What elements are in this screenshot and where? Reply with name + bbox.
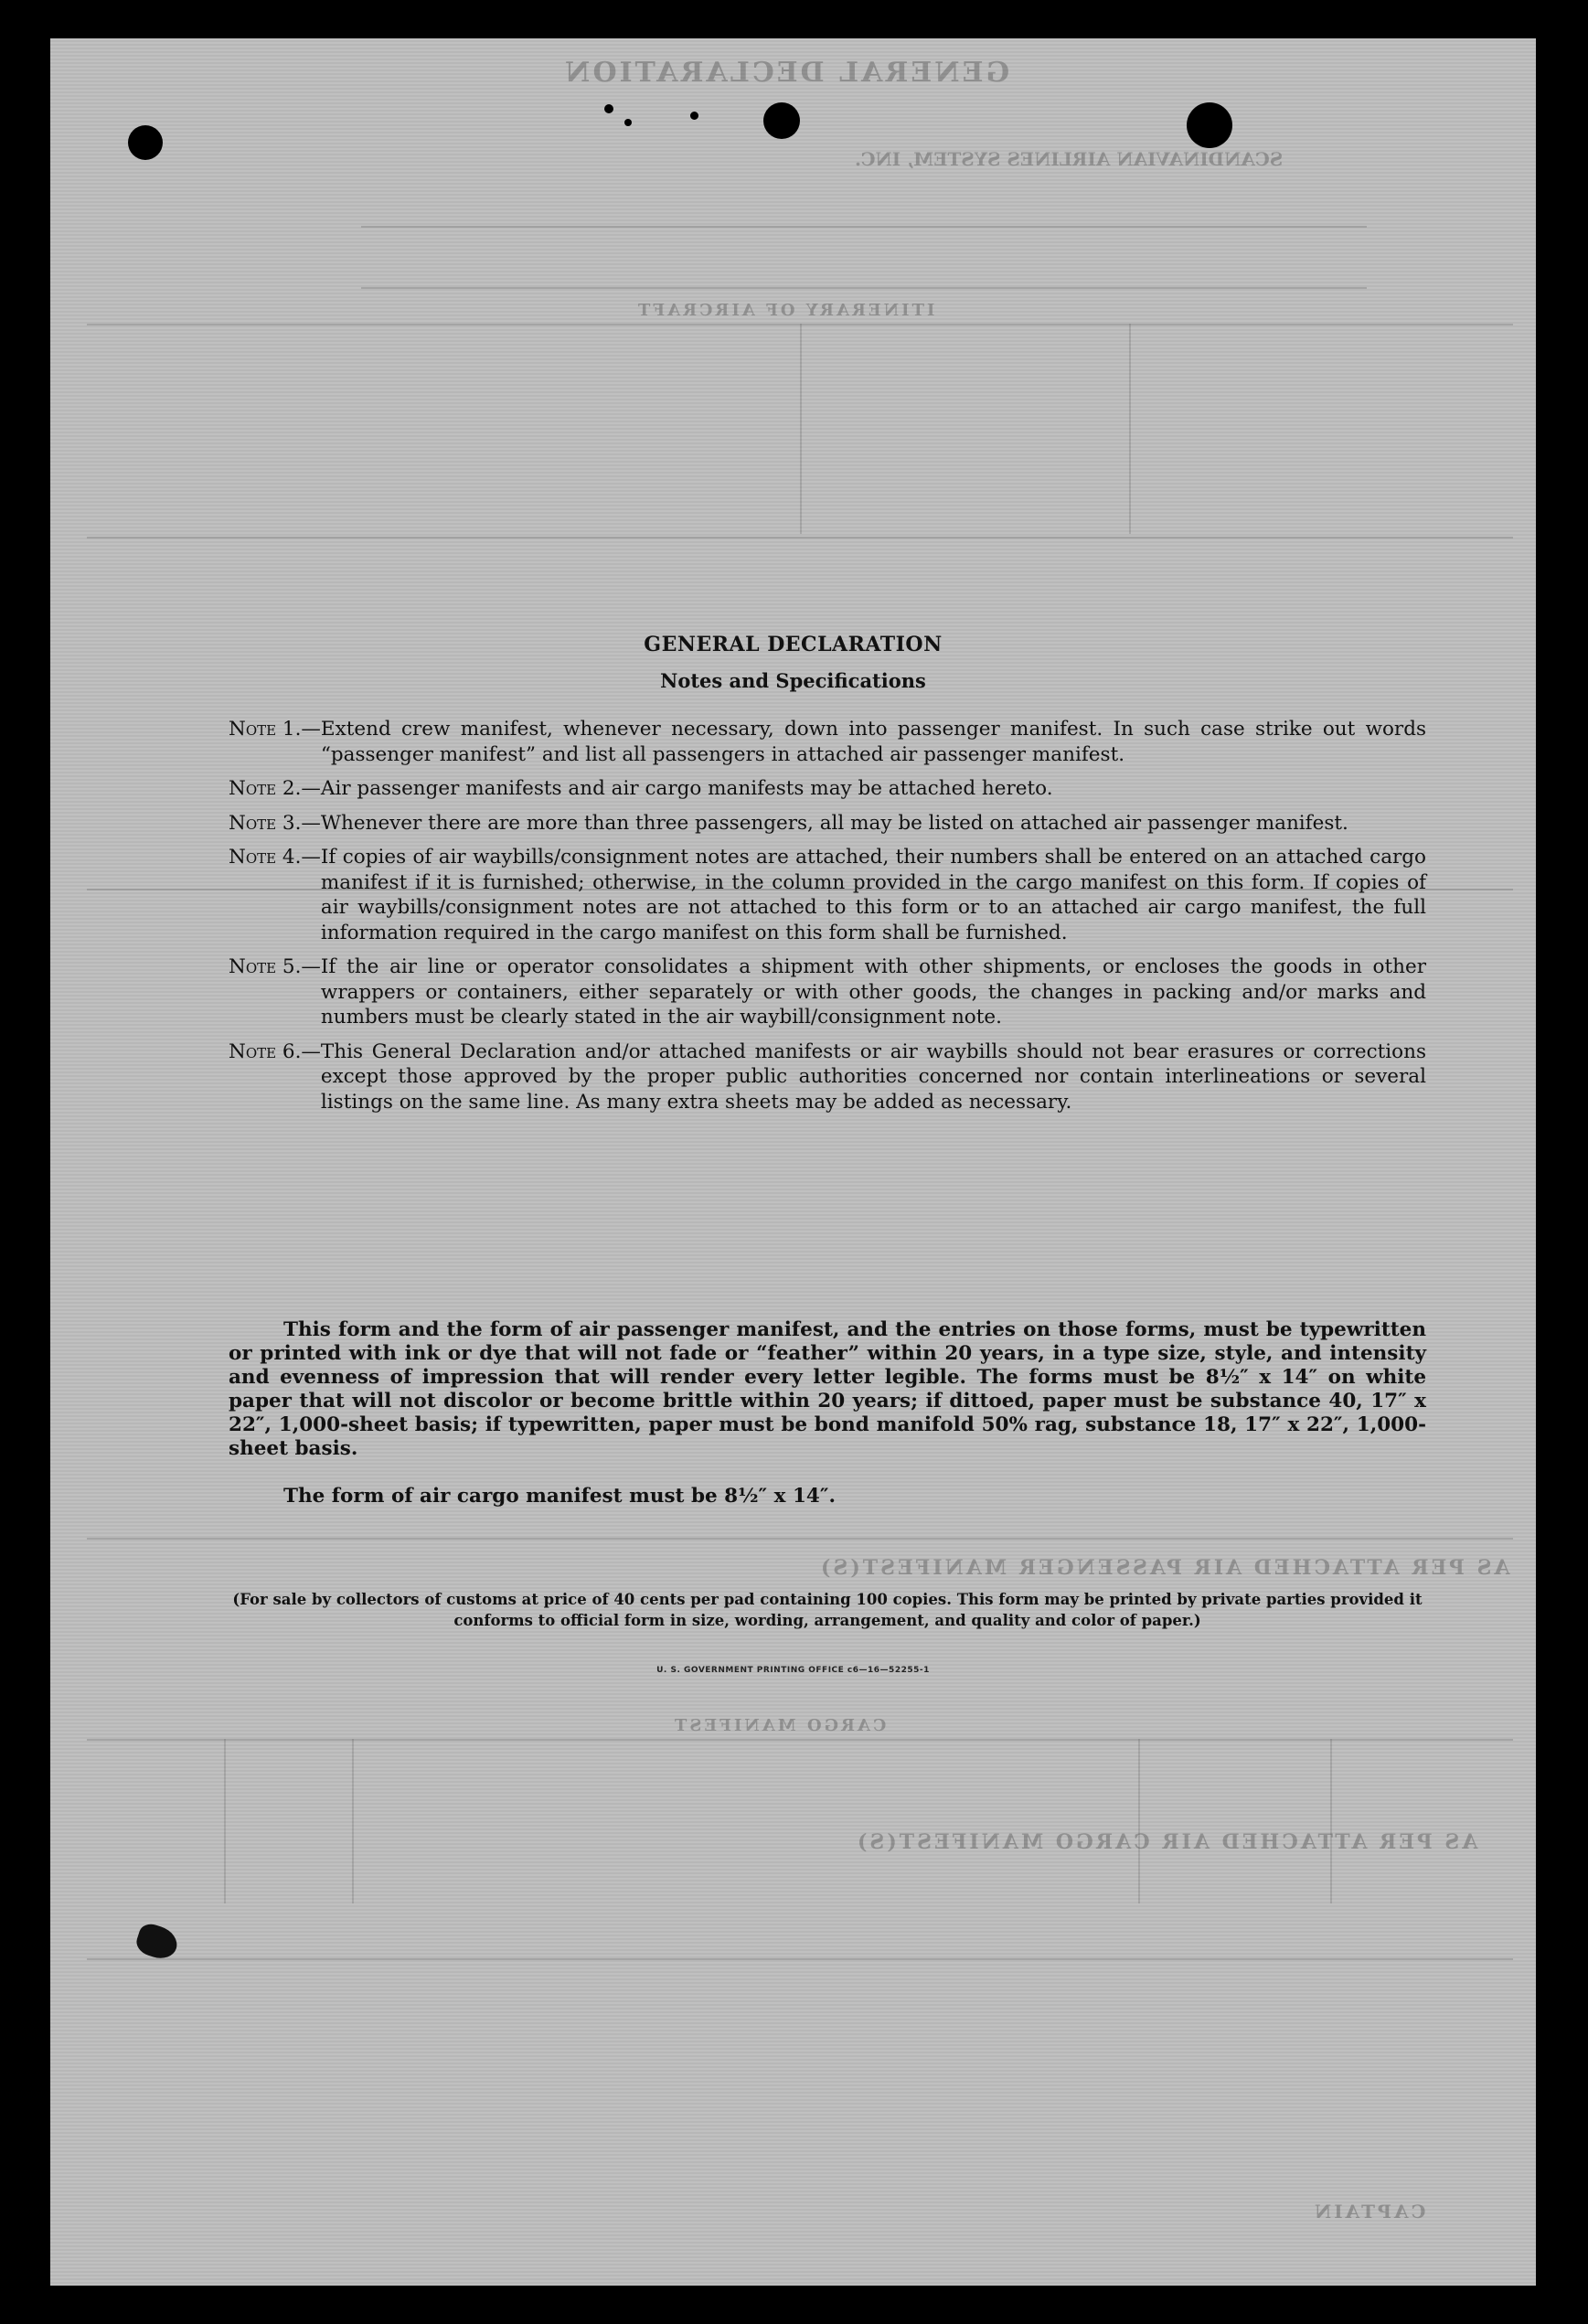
bleedthrough-rule	[87, 537, 1513, 538]
punch-hole-left	[128, 125, 163, 160]
sale-notice: (For sale by collectors of customs at price of 40 cents per pad containing 100 copies. This form may be printed by private parties provided it conforms to official form in size, wording, arrangement, and quality and color of paper.)	[232, 1591, 1423, 1629]
note-item	[229, 845, 1426, 945]
punch-hole-right	[1187, 102, 1232, 148]
note-text: If the air line or operator consolidates a shipment with other shipments, or encloses the goods in other wrappers or containers, either separately or with other goods, the changes in packing and/or marks and numbers must be clearly stated in the air waybill/consignment note.	[320, 955, 1426, 1029]
bleedthrough-rule	[1330, 1739, 1332, 1903]
bleedthrough-rule	[361, 287, 1367, 289]
note-label: Note 5.—	[229, 955, 321, 978]
page-subtitle: Notes and Specifications	[660, 669, 926, 692]
note-item	[229, 717, 1426, 767]
bleedthrough-rule	[224, 1739, 226, 1903]
note-text: Extend crew manifest, whenever necessary, down into passenger manifest. In such case strike out words “passenger manifest” and list all passengers in attached air passenger manifest.	[320, 718, 1426, 766]
note-item	[229, 776, 1426, 802]
bleedthrough-carrier: SCANDINAVIAN AIRLINES SYSTEM, INC.	[855, 148, 1284, 170]
dot-mark	[624, 119, 632, 126]
bleedthrough-rule	[1138, 1739, 1140, 1903]
bleedthrough-rule	[352, 1739, 354, 1903]
note-text: Whenever there are more than three passengers, all may be listed on attached air passenger manifest.	[320, 811, 1348, 835]
note-text: If copies of air waybills/consignment notes are attached, their numbers shall be entered on an attached cargo manifest if it is furnished; otherwise, in the column provided in the cargo manifest on this form. If copies of air waybills/consignment notes are not attached to this form or to an attached air cargo manifest, the full information required in the cargo manifest on this form shall be furnished.	[320, 846, 1426, 944]
cargo-size-line: The form of air cargo manifest must be 8½″ x 14″.	[283, 1485, 836, 1508]
bleedthrough-rule	[87, 1739, 1513, 1741]
bleedthrough-rule	[1129, 324, 1131, 534]
note-item	[229, 811, 1426, 837]
bleedthrough-cargo-manifest: CARGO MANIFEST	[672, 1716, 887, 1735]
bleedthrough-rule	[87, 1538, 1513, 1540]
note-text: Air passenger manifests and air cargo manifests may be attached hereto.	[320, 777, 1053, 800]
bleedthrough-passenger-stamp: AS PER ATTACHED AIR PASSENGER MANIFEST(S)	[818, 1556, 1510, 1580]
bleedthrough-cargo-stamp: AS PER ATTACHED AIR CARGO MANIFEST(S)	[855, 1830, 1478, 1854]
bleedthrough-rule	[800, 324, 802, 534]
note-label: Note 6.—	[229, 1039, 321, 1063]
note-label: Note 3.—	[229, 811, 321, 835]
punch-hole-center	[763, 102, 800, 139]
note-label: Note 2.—	[229, 777, 321, 800]
bleedthrough-captain: CAPTAIN	[1312, 2201, 1426, 2223]
note-item	[229, 954, 1426, 1030]
dot-mark	[604, 104, 613, 113]
bleedthrough-rule	[361, 226, 1367, 228]
form-requirements-paragraph: This form and the form of air passenger manifest, and the entries on those forms, must be typewritten or printed with ink or dye that will not fade or “feather” within 20 years, in a type size, style, and intensity and evenness of impression that will render every letter legible. The forms must be 8½″ x 14″ on white paper that will not discolor or become brittle within 20 years; if dittoed, paper must be substance 40, 17″ x 22″, 1,000-sheet basis; if typewritten, paper must be bond manifold 50% rag, substance 18, 17″ x 22″, 1,000-sheet basis.	[229, 1318, 1426, 1460]
note-label: Note 4.—	[229, 846, 321, 869]
printing-office-line: U. S. GOVERNMENT PRINTING OFFICE c6—16—52255-1	[656, 1666, 930, 1675]
dot-mark	[690, 112, 698, 120]
bleedthrough-itinerary: ITINERARY OF AIRCRAFT	[635, 301, 935, 320]
note-text: This General Declaration and/or attached manifests or air waybills should not bear erasures or corrections except those approved by the proper public authorities concerned nor contain interlineations or several listings on the same line. As many extra sheets may be added as necessary.	[320, 1039, 1426, 1114]
bleedthrough-rule	[87, 1958, 1513, 1960]
page-title: GENERAL DECLARATION	[644, 633, 943, 656]
ink-smudge	[133, 1921, 181, 1963]
note-label: Note 1.—	[229, 718, 321, 741]
note-item	[229, 1039, 1426, 1115]
document-sheet	[50, 38, 1536, 2286]
bleedthrough-title: GENERAL DECLARATION	[562, 57, 1010, 89]
notes-list	[229, 717, 1426, 1124]
